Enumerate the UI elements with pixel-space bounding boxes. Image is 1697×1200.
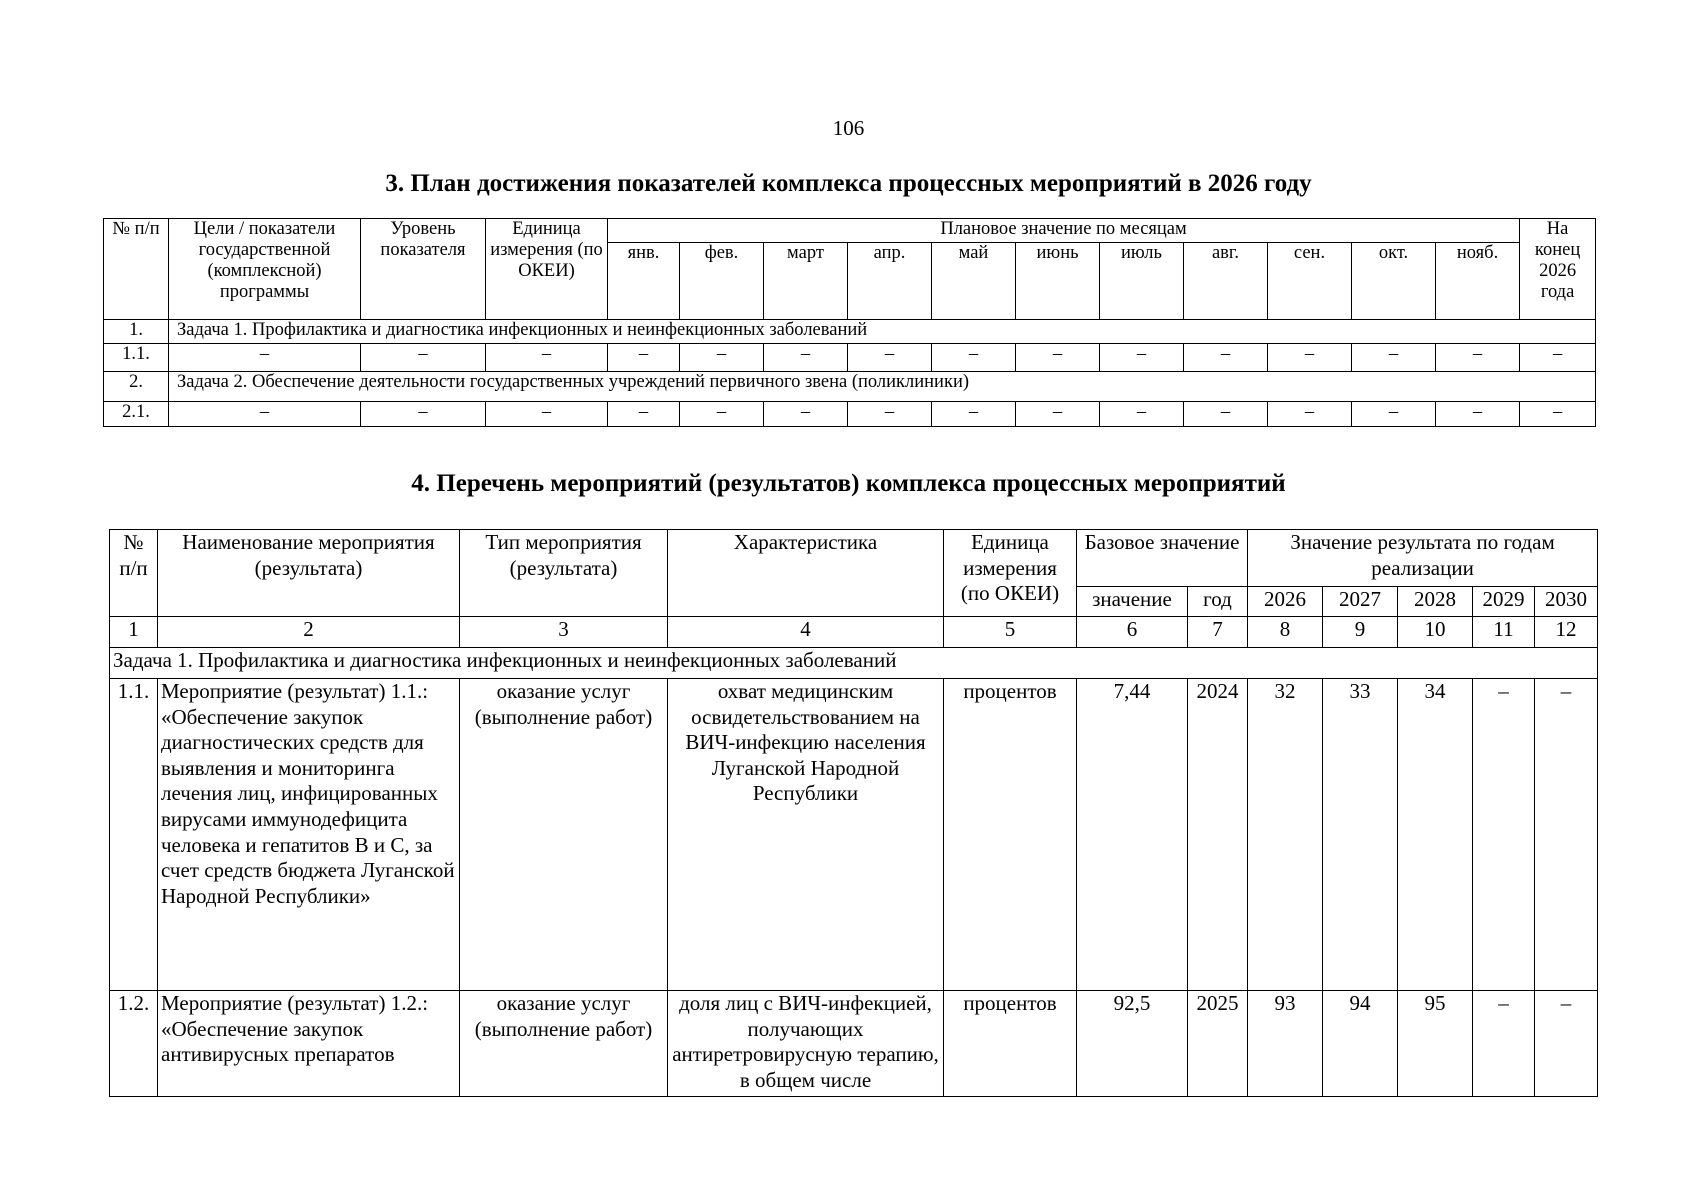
header-unit: Единица измерения (по ОКЕИ) bbox=[944, 530, 1077, 617]
measure-characteristic: охват медицинским освидетельствованием на ВИЧ-инфекцию населения Луганской Народной Республики bbox=[668, 679, 944, 991]
column-number: 1 bbox=[110, 617, 158, 648]
base-value: 92,5 bbox=[1077, 991, 1188, 1097]
year-value: – bbox=[1473, 991, 1535, 1097]
cell-value: – bbox=[169, 344, 361, 372]
header-base: Базовое значение bbox=[1077, 530, 1248, 587]
month-header: окт. bbox=[1352, 243, 1436, 320]
measure-name: Мероприятие (результат) 1.2.: «Обеспечение закупок антивирусных препаратов bbox=[158, 991, 460, 1097]
cell-value: – bbox=[1520, 402, 1596, 427]
cell-value: – bbox=[764, 402, 848, 427]
month-header: апр. bbox=[848, 243, 932, 320]
year-value: 93 bbox=[1248, 991, 1323, 1097]
row-number: 1.2. bbox=[110, 991, 158, 1097]
cell-value: – bbox=[361, 402, 486, 427]
column-number: 9 bbox=[1323, 617, 1398, 648]
cell-value: – bbox=[361, 344, 486, 372]
cell-value: – bbox=[1268, 344, 1352, 372]
table-row bbox=[110, 991, 1598, 1097]
year-value: 34 bbox=[1398, 679, 1473, 991]
month-header: сен. bbox=[1268, 243, 1352, 320]
section-3-title: 3. План достижения показателей комплекса процессных мероприятий в 2026 году bbox=[385, 170, 1312, 197]
year-value: 32 bbox=[1248, 679, 1323, 991]
cell-value: – bbox=[680, 402, 764, 427]
year-value: – bbox=[1535, 679, 1598, 991]
header-name: Наименование мероприятия (результата) bbox=[158, 530, 460, 617]
cell-value: – bbox=[486, 344, 608, 372]
header-num: № п/п bbox=[110, 530, 158, 617]
cell-value: – bbox=[1100, 402, 1184, 427]
year-value: – bbox=[1535, 991, 1598, 1097]
cell-value: – bbox=[680, 344, 764, 372]
cell-value: – bbox=[1520, 344, 1596, 372]
cell-value: – bbox=[932, 402, 1016, 427]
cell-value: – bbox=[1184, 402, 1268, 427]
header-values-by-year: Значение результата по годам реализации bbox=[1248, 530, 1598, 587]
measures-header-row bbox=[110, 530, 1598, 587]
task-row bbox=[110, 648, 1598, 679]
cell-value: – bbox=[486, 402, 608, 427]
row-number: 2.1. bbox=[104, 402, 169, 427]
table-row bbox=[110, 679, 1598, 991]
column-number: 8 bbox=[1248, 617, 1323, 648]
row-number: 1.1. bbox=[104, 344, 169, 372]
year-value: – bbox=[1473, 679, 1535, 991]
month-header: нояб. bbox=[1436, 243, 1520, 320]
cell-value: – bbox=[932, 344, 1016, 372]
cell-value: – bbox=[848, 402, 932, 427]
header-characteristic: Характеристика bbox=[668, 530, 944, 617]
base-value: 7,44 bbox=[1077, 679, 1188, 991]
cell-value: – bbox=[608, 344, 680, 372]
header-year: 2030 bbox=[1535, 587, 1598, 617]
column-numbers-row bbox=[110, 617, 1598, 648]
cell-value: – bbox=[1016, 344, 1100, 372]
cell-value: – bbox=[848, 344, 932, 372]
header-unit: Единица измерения (по ОКЕИ) bbox=[486, 219, 608, 320]
measure-unit: процентов bbox=[944, 679, 1077, 991]
header-end-of-year: На конец 2026 года bbox=[1520, 219, 1596, 320]
column-number: 3 bbox=[460, 617, 668, 648]
task-title: Задача 1. Профилактика и диагностика инфекционных и неинфекционных заболеваний bbox=[110, 648, 1598, 679]
measure-type: оказание услуг (выполнение работ) bbox=[460, 679, 668, 991]
cell-value: – bbox=[1268, 402, 1352, 427]
header-year: 2026 bbox=[1248, 587, 1323, 617]
plan-table bbox=[103, 218, 1596, 427]
cell-value: – bbox=[1100, 344, 1184, 372]
header-planned-by-month: Плановое значение по месяцам bbox=[608, 219, 1520, 243]
month-header: авг. bbox=[1184, 243, 1268, 320]
month-header: март bbox=[764, 243, 848, 320]
column-number: 6 bbox=[1077, 617, 1188, 648]
column-number: 7 bbox=[1188, 617, 1248, 648]
column-number: 4 bbox=[668, 617, 944, 648]
measures-table bbox=[109, 529, 1598, 1097]
task-title: Задача 1. Профилактика и диагностика инфекционных и неинфекционных заболеваний bbox=[169, 320, 1596, 344]
table-row bbox=[104, 344, 1596, 372]
measure-type: оказание услуг (выполнение работ) bbox=[460, 991, 668, 1097]
header-type: Тип мероприятия (результата) bbox=[460, 530, 668, 617]
month-header: июнь bbox=[1016, 243, 1100, 320]
task-row bbox=[104, 372, 1596, 402]
cell-value: – bbox=[608, 402, 680, 427]
column-number: 12 bbox=[1535, 617, 1598, 648]
task-row bbox=[104, 320, 1596, 344]
cell-value: – bbox=[764, 344, 848, 372]
year-value: 33 bbox=[1323, 679, 1398, 991]
header-level: Уровень показателя bbox=[361, 219, 486, 320]
column-number: 11 bbox=[1473, 617, 1535, 648]
header-base-year: год bbox=[1188, 587, 1248, 617]
month-header: фев. bbox=[680, 243, 764, 320]
cell-value: – bbox=[169, 402, 361, 427]
column-number: 5 bbox=[944, 617, 1077, 648]
section-4-title: 4. Перечень мероприятий (результатов) комплекса процессных мероприятий bbox=[411, 470, 1286, 497]
base-year: 2024 bbox=[1188, 679, 1248, 991]
task-title: Задача 2. Обеспечение деятельности государственных учреждений первичного звена (поликлиники) bbox=[169, 372, 1596, 402]
month-header: май bbox=[932, 243, 1016, 320]
row-number: 1.1. bbox=[110, 679, 158, 991]
month-header: июль bbox=[1100, 243, 1184, 320]
cell-value: – bbox=[1436, 402, 1520, 427]
base-year: 2025 bbox=[1188, 991, 1248, 1097]
year-value: 94 bbox=[1323, 991, 1398, 1097]
header-year: 2029 bbox=[1473, 587, 1535, 617]
row-number: 2. bbox=[104, 372, 169, 402]
column-number: 10 bbox=[1398, 617, 1473, 648]
header-year: 2027 bbox=[1323, 587, 1398, 617]
cell-value: – bbox=[1352, 344, 1436, 372]
measure-unit: процентов bbox=[944, 991, 1077, 1097]
header-goal: Цели / показатели государственной (комплексной) программы bbox=[169, 219, 361, 320]
plan-header-row bbox=[104, 219, 1596, 243]
table-row bbox=[104, 402, 1596, 427]
year-value: 95 bbox=[1398, 991, 1473, 1097]
cell-value: – bbox=[1184, 344, 1268, 372]
measure-characteristic: доля лиц с ВИЧ-инфекцией, получающих антиретровирусную терапию, в общем числе bbox=[668, 991, 944, 1097]
cell-value: – bbox=[1436, 344, 1520, 372]
measure-name: Мероприятие (результат) 1.1.: «Обеспечение закупок диагностических средств для выявления и мониторинга лечения лиц, инфицированных вирусами иммунодефицита человека и гепатитов В и С, за счет средств бюджета Луганской Народной Республики» bbox=[158, 679, 460, 991]
row-number: 1. bbox=[104, 320, 169, 344]
cell-value: – bbox=[1016, 402, 1100, 427]
header-num: № п/п bbox=[104, 219, 169, 320]
page-number: 106 bbox=[832, 116, 865, 140]
header-year: 2028 bbox=[1398, 587, 1473, 617]
column-number: 2 bbox=[158, 617, 460, 648]
month-header: янв. bbox=[608, 243, 680, 320]
cell-value: – bbox=[1352, 402, 1436, 427]
header-base-value: значение bbox=[1077, 587, 1188, 617]
